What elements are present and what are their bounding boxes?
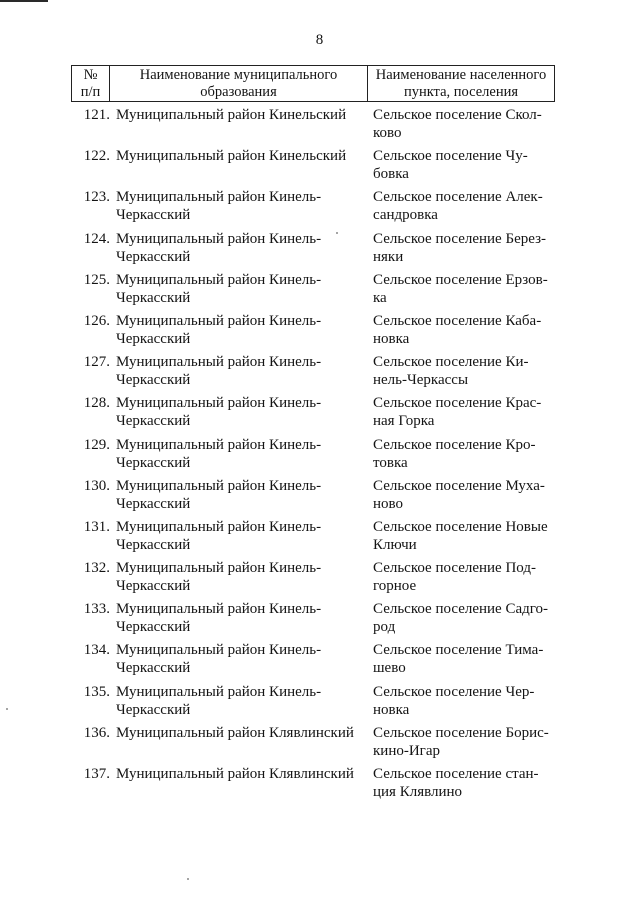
row-number: 128. (83, 395, 110, 412)
settlement-line: ная Горка (373, 413, 435, 430)
row-number: 132. (83, 560, 110, 577)
settlement-line: Сельское поселение Чу- (373, 148, 528, 165)
municipality-line: Муниципальный район Кинель- (116, 312, 322, 329)
row-number: 124. (83, 230, 110, 247)
row-number: 129. (83, 436, 110, 453)
scan-speck (336, 232, 338, 234)
row-settlement (373, 724, 563, 760)
table-row (0, 271, 639, 312)
municipality-line: Муниципальный район Кинель- (116, 395, 322, 412)
header-number-line1: № (83, 67, 98, 83)
row-municipality (116, 559, 366, 595)
municipality-line: Муниципальный район Кинель- (116, 560, 322, 577)
row-settlement (373, 312, 563, 348)
table-row (0, 188, 639, 229)
scan-speck (6, 708, 8, 710)
municipality-line: Черкасский (116, 289, 191, 306)
row-settlement (373, 641, 563, 677)
table-header (71, 65, 555, 102)
table-row (0, 147, 639, 188)
row-number: 135. (83, 683, 110, 700)
settlement-line: Сельское поселение стан- (373, 766, 539, 782)
row-settlement (373, 477, 563, 513)
row-number: 122. (83, 148, 110, 165)
settlement-line: Сельское поселение Садго- (373, 601, 549, 618)
page-number: 8 (315, 32, 324, 48)
row-settlement (373, 559, 563, 595)
municipality-line: Черкасский (116, 701, 191, 718)
settlement-line: Сельское поселение Берез- (373, 230, 546, 247)
row-number: 136. (83, 724, 110, 741)
header-settlement-line1: Наименование населенного (375, 67, 547, 83)
settlement-line: ка (373, 289, 387, 306)
settlement-line: ново (373, 495, 404, 512)
row-municipality (116, 641, 366, 677)
row-municipality (116, 147, 366, 165)
settlement-line: Сельское поселение Тима- (373, 642, 544, 659)
table-body (0, 106, 639, 806)
settlement-line: горное (373, 578, 417, 595)
row-settlement (373, 271, 563, 307)
table-row (0, 518, 639, 559)
municipality-line: Муниципальный район Кинельский (116, 148, 347, 165)
settlement-line: Сельское поселение Борис- (373, 724, 549, 741)
settlement-line: Сельское поселение Под- (373, 560, 536, 577)
row-municipality (116, 683, 366, 719)
row-municipality (116, 724, 366, 742)
settlement-line: Сельское поселение Новые (373, 518, 548, 535)
table-row (0, 559, 639, 600)
header-municipality-line1: Наименование муниципального (139, 67, 338, 83)
settlement-line: кино-Игар (373, 742, 440, 759)
municipality-line: Муниципальный район Кинель- (116, 189, 322, 206)
row-settlement (373, 106, 563, 142)
row-settlement (373, 353, 563, 389)
municipality-line: Муниципальный район Кинель- (116, 271, 322, 288)
table-row (0, 600, 639, 641)
header-number-line2: п/п (80, 84, 101, 100)
settlement-line: Сельское поселение Крас- (373, 395, 542, 412)
row-municipality (116, 230, 366, 266)
settlement-line: Сельское поселение Кро- (373, 436, 536, 453)
settlement-line: бовка (373, 166, 409, 183)
row-municipality (116, 271, 366, 307)
municipality-line: Муниципальный район Клявлинский (116, 724, 354, 741)
scan-speck (187, 878, 189, 880)
row-number: 130. (83, 477, 110, 494)
settlement-line: Сельское поселение Скол- (373, 107, 542, 123)
settlement-line: ция Клявлино (373, 784, 463, 800)
table-row (0, 106, 639, 147)
row-settlement (373, 188, 563, 224)
scan-edge-mark (0, 0, 48, 2)
row-municipality (116, 188, 366, 224)
settlement-line: новка (373, 330, 410, 347)
settlement-line: новка (373, 701, 410, 718)
municipality-line: Муниципальный район Кинель- (116, 354, 322, 371)
row-settlement (373, 683, 563, 719)
header-number-column (72, 66, 110, 102)
table-row (0, 477, 639, 518)
row-number: 121. (83, 107, 110, 123)
header-settlement-column (368, 66, 555, 102)
row-settlement (373, 518, 563, 554)
row-settlement (373, 230, 563, 266)
settlement-line: Сельское поселение Муха- (373, 477, 545, 494)
municipality-line: Черкасский (116, 578, 191, 595)
municipality-line: Муниципальный район Кинель- (116, 601, 322, 618)
settlement-line: ково (373, 125, 402, 141)
table-row (0, 394, 639, 435)
row-municipality (116, 312, 366, 348)
municipality-line: Черкасский (116, 619, 191, 636)
settlement-line: Сельское поселение Чер- (373, 683, 535, 700)
municipality-line: Черкасский (116, 413, 191, 430)
settlement-line: род (373, 619, 396, 636)
municipality-line: Муниципальный район Кинель- (116, 436, 322, 453)
municipality-line: Муниципальный район Кинель- (116, 477, 322, 494)
municipality-line: Черкасский (116, 660, 191, 677)
table-row (0, 230, 639, 271)
municipality-line: Муниципальный район Кинель- (116, 518, 322, 535)
header-settlement-line2: пункта, поселения (403, 84, 519, 100)
municipality-line: Муниципальный район Кинельский (116, 107, 347, 123)
municipality-line: Муниципальный район Кинель- (116, 683, 322, 700)
row-municipality (116, 106, 366, 124)
row-municipality (116, 477, 366, 513)
municipality-line: Муниципальный район Кинель- (116, 642, 322, 659)
table-row (0, 353, 639, 394)
municipality-line: Черкасский (116, 536, 191, 553)
municipality-line: Черкасский (116, 248, 191, 265)
municipality-line: Черкасский (116, 372, 191, 389)
row-municipality (116, 765, 366, 783)
settlement-line: нель-Черкассы (373, 372, 469, 389)
settlement-line: няки (373, 248, 404, 265)
table-row (0, 724, 639, 765)
municipality-line: Черкасский (116, 495, 191, 512)
settlement-line: Ключи (373, 536, 417, 553)
row-number: 125. (83, 271, 110, 288)
row-settlement (373, 147, 563, 183)
row-municipality (116, 600, 366, 636)
row-number: 123. (83, 189, 110, 206)
table-row (0, 765, 639, 806)
row-settlement (373, 600, 563, 636)
row-number: 131. (83, 518, 110, 535)
municipality-line: Черкасский (116, 454, 191, 471)
header-municipality-column (110, 66, 368, 102)
settlement-line: шево (373, 660, 406, 677)
settlement-line: Сельское поселение Алек- (373, 189, 543, 206)
row-number: 137. (83, 766, 110, 782)
municipality-line: Муниципальный район Клявлинский (116, 766, 354, 782)
table-row (0, 312, 639, 353)
header-municipality-line2: образования (200, 84, 277, 100)
table-row (0, 683, 639, 724)
table-row (0, 436, 639, 477)
settlement-line: Сельское поселение Ки- (373, 354, 529, 371)
row-municipality (116, 353, 366, 389)
table-row (0, 641, 639, 682)
municipality-line: Черкасский (116, 207, 191, 224)
municipality-line: Муниципальный район Кинель- (116, 230, 322, 247)
row-settlement (373, 765, 563, 801)
settlement-line: сандровка (373, 207, 438, 224)
row-municipality (116, 394, 366, 430)
row-municipality (116, 518, 366, 554)
row-number: 134. (83, 642, 110, 659)
row-number: 133. (83, 601, 110, 618)
row-number: 126. (83, 312, 110, 329)
row-settlement (373, 394, 563, 430)
settlement-line: товка (373, 454, 408, 471)
municipality-line: Черкасский (116, 330, 191, 347)
settlement-line: Сельское поселение Ерзов- (373, 271, 548, 288)
settlement-line: Сельское поселение Каба- (373, 312, 542, 329)
row-settlement (373, 436, 563, 472)
row-municipality (116, 436, 366, 472)
row-number: 127. (83, 354, 110, 371)
